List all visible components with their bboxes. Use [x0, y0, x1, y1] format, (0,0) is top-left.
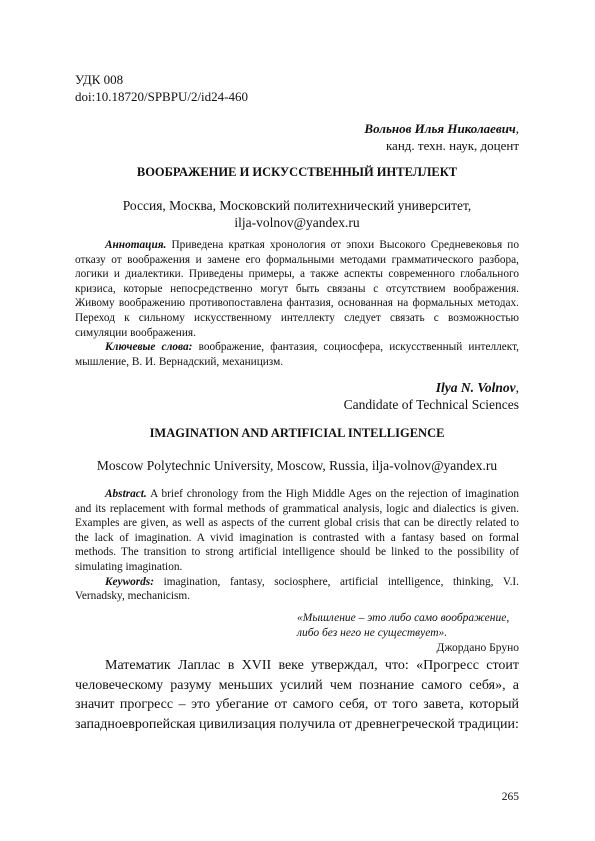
keywords-en: imagination, fantasy, sociosphere, artificial intelligence, thinking, V.I. Vernadsky, mechanicism.: [75, 575, 519, 603]
author-name-ru-suffix: ,: [515, 121, 519, 136]
abstract-en: [75, 487, 519, 604]
epigraph: [297, 611, 519, 656]
epigraph-line-2: либо без него не существует».: [297, 627, 448, 639]
article-title-en: IMAGINATION AND ARTIFICIAL INTELLIGENCE: [149, 426, 445, 440]
affiliation-ru-line: Россия, Москва, Московский политехнический университет,: [122, 198, 472, 213]
author-degree-en: Candidate of Technical Sciences: [343, 397, 519, 412]
epigraph-line-1: «Мышление – это либо само воображение,: [297, 612, 510, 624]
epigraph-source: Джордано Бруно: [436, 642, 519, 654]
article-title-ru: ВООБРАЖЕНИЕ И ИСКУССТВЕННЫЙ ИНТЕЛЛЕКТ: [136, 165, 458, 179]
abstract-ru: [75, 238, 519, 369]
abstract-en-text: A brief chronology from the High Middle Ages on the rejection of imagination and its replacement with formal methods of grammatical analysis, logic and dialectics is given. Examples are given, as well as aspects of the current global crisis that can be directly related to the lack of imagination. A vivid imagination is contrasted with a fantasy based on formal methods. The transition to strong artificial intelligence should be linked to the possibility of simulating imagination.: [75, 488, 520, 573]
author-block-en: [344, 379, 519, 413]
body-text: [75, 656, 519, 734]
doi: doi:10.18720/SPBPU/2/id24-460: [75, 89, 248, 104]
page-number: 265: [501, 791, 519, 803]
abstract-en-label: Abstract.: [105, 488, 147, 500]
keywords-ru: воображение, фантазия, социосфера, искусственный интеллект, мышление, В. И. Вернадский, механицизм.: [75, 341, 519, 368]
author-name-en-suffix: ,: [515, 380, 519, 395]
article-metadata: [75, 71, 248, 105]
keywords-en-label: Keywords:: [105, 575, 154, 588]
keywords-ru-label: Ключевые слова:: [105, 341, 193, 354]
udc-code: УДК 008: [75, 72, 124, 87]
affiliation-ru: [75, 197, 519, 231]
author-name-en: Ilya N. Volnov: [435, 380, 516, 395]
affiliation-en: Moscow Polytechnic University, Moscow, Russia, ilja-volnov@yandex.ru: [96, 458, 498, 473]
author-block-ru: [364, 120, 519, 154]
affiliation-ru-email: ilja-volnov@yandex.ru: [234, 215, 360, 230]
abstract-ru-text: Приведена краткая хронология от эпохи Высокого Средневековья по отказу от воображения и замене его формальными методами грамматического разбора, логики и диалектики. Приведены примеры, а также аспекты современного глобального кризиса, которые непосредственно могут быть связаны с отсутствием воображения. Живому воображению противопоставлена фантазия, основанная на формальных методах. Переход к сильному искусственному интеллекту следует связать с возможностью симуляции воображения.: [75, 239, 520, 339]
body-paragraph: Математик Лаплас в XVII веке утверждал, что: «Прогресс стоит человеческому разуму меньших усилий чем познание самого себя», а значит прогресс – это убегание от самого себя, от того завета, который западноевропейская цивилизация получила от древнегреческой традиции:: [75, 658, 519, 732]
abstract-ru-label: Аннотация.: [105, 239, 167, 251]
author-degree-ru: канд. техн. наук, доцент: [385, 138, 519, 153]
author-name-ru: Вольнов Илья Николаевич: [364, 121, 516, 136]
